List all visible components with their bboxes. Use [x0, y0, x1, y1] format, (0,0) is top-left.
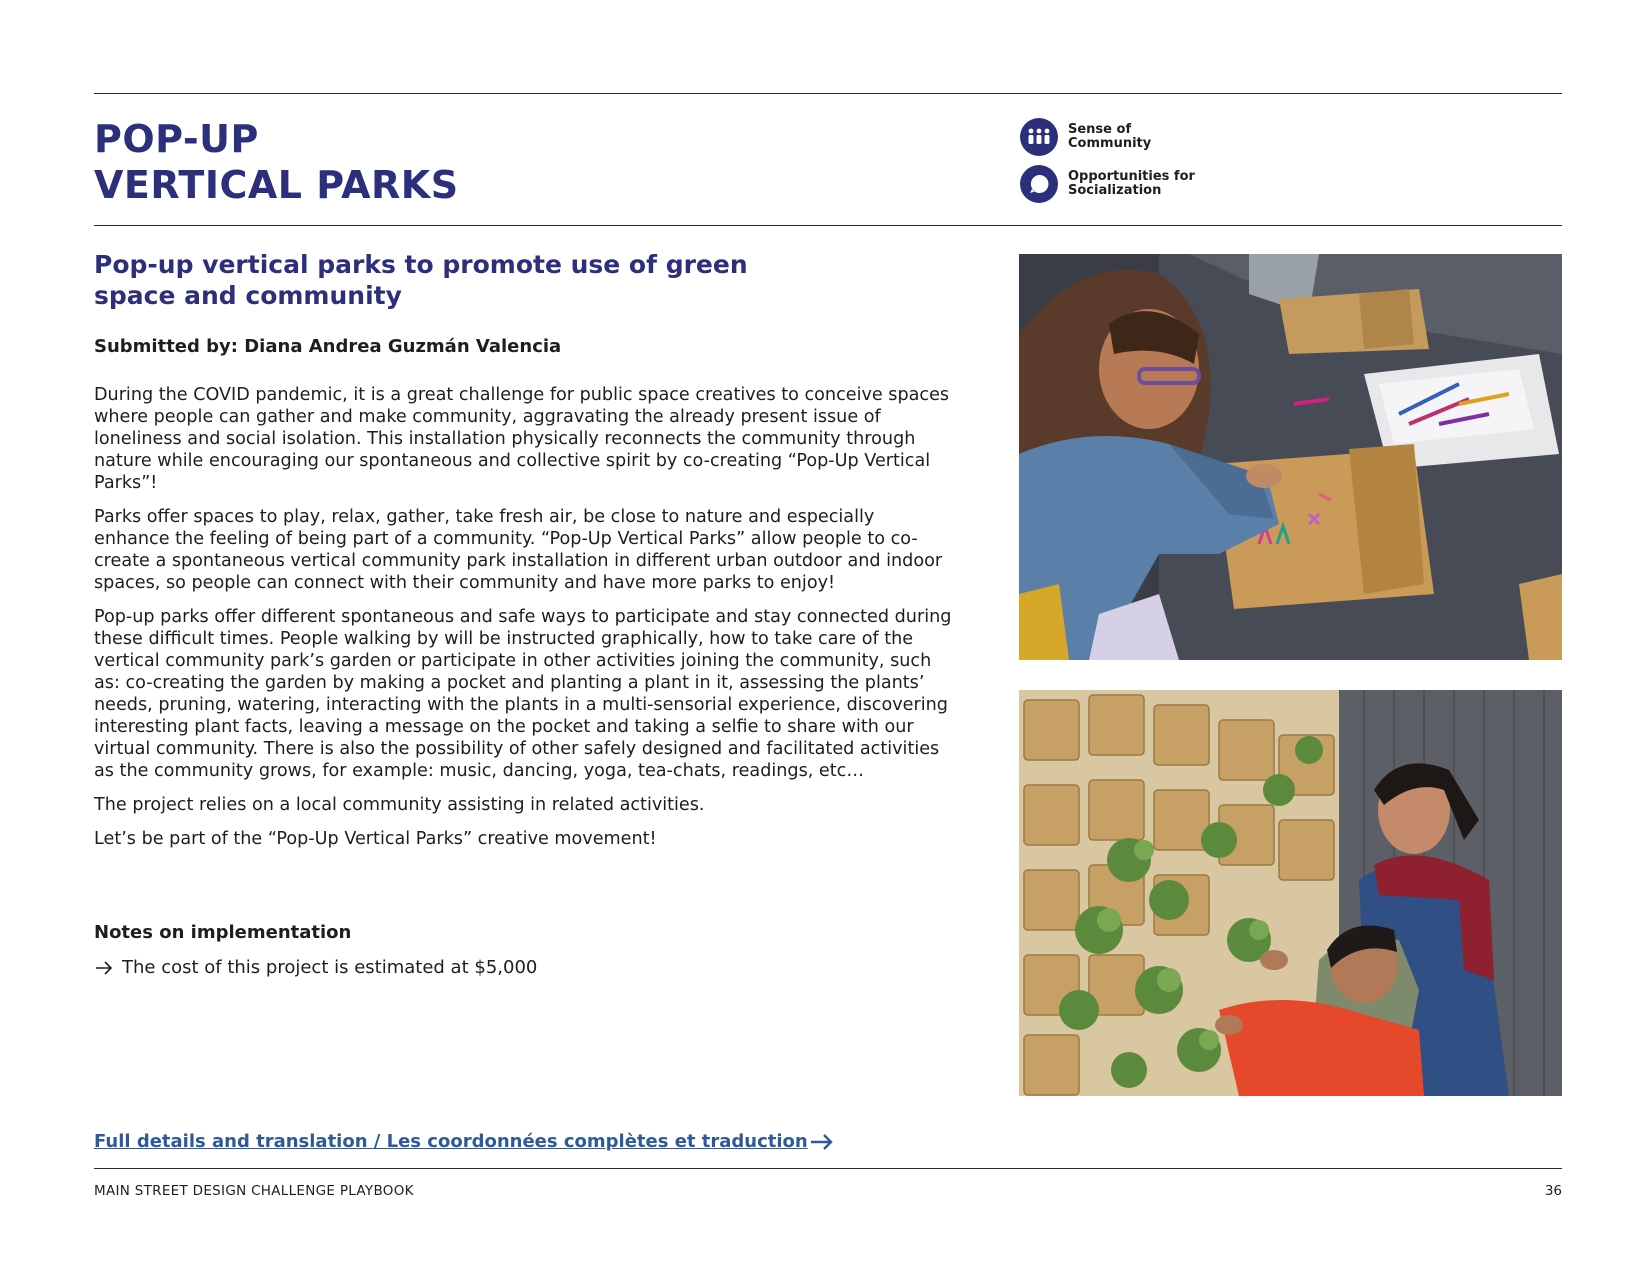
page-title [94, 116, 459, 208]
notes-heading: Notes on implementation [94, 922, 352, 943]
submitted-by: Submitted by: Diana Andrea Guzmán Valencia [94, 336, 562, 357]
top-rule [94, 93, 1562, 94]
title-line-2: VERTICAL PARKS [94, 163, 459, 207]
arrow-right-icon [94, 958, 114, 978]
header-rule [94, 225, 1562, 226]
note-item [94, 957, 537, 978]
paragraph: Pop-up parks offer different spontaneous and safe ways to participate and stay connected during these difficult times. People walking by will be instructed graphically, how to take care of the vertical community park’s garden or participate in other activities joining the community, such as: co-creating the garden by making a pocket and planting a plant in it, assessing the plants’ needs, pruning, watering, interacting with the plants in a multi-sensorial experience, discovering interesting plant facts, leaving a message on the pocket and taking a selfie to share with our virtual community. There is also the possibility of other safely designed and facilitated activities as the community grows, for example: music, dancing, yoga, tea-chats, readings, etc… [94, 607, 952, 781]
photo-child-decorating-pocket [1019, 254, 1562, 660]
page-number: 36 [1544, 1183, 1562, 1199]
note-text: The cost of this project is estimated at $5,000 [122, 957, 538, 978]
footer-publication-title: MAIN STREET DESIGN CHALLENGE PLAYBOOK [94, 1183, 414, 1199]
paragraph: The project relies on a local community assisting in related activities. [94, 795, 705, 815]
paragraph: Parks offer spaces to play, relax, gather, take fresh air, be close to nature and especially enhance the feeling of being part of a community. “Pop-Up Vertical Parks” allow people to co-create a spontaneous vertical community park installation in different urban outdoor and indoor spaces, so people can connect with their community and have more parks to enjoy! [94, 507, 943, 593]
paragraph: Let’s be part of the “Pop-Up Vertical Parks” creative movement! [94, 829, 657, 849]
paragraph: During the COVID pandemic, it is a great challenge for public space creatives to conceive spaces where people can gather and make community, aggravating the already present issue of loneliness and social isolation. This installation physically reconnects the community through nature while encouraging our spontaneous and collective spirit by co-creating “Pop-Up Vertical Parks”! [94, 385, 950, 493]
arrow-right-icon [810, 1132, 834, 1152]
photo-vertical-park-wall [1019, 690, 1562, 1096]
badge-sense-of-community [1020, 117, 1198, 157]
body-text [94, 384, 954, 862]
badge-label: Opportunities for Socialization [1068, 169, 1195, 198]
badge-label: Sense of Community [1068, 122, 1152, 151]
full-details-link[interactable] [94, 1131, 834, 1152]
community-dots-icon [1020, 118, 1058, 156]
speech-bubble-icon [1020, 165, 1058, 203]
title-line-1: POP-UP [94, 117, 259, 161]
link-text: Full details and translation / Les coordonnées complètes et traduction [94, 1131, 808, 1152]
footer-rule [94, 1168, 1562, 1169]
badge-opportunities-for-socialization [1020, 164, 1198, 204]
subtitle: Pop-up vertical parks to promote use of green space and community [94, 250, 748, 310]
theme-badges [1020, 117, 1198, 211]
